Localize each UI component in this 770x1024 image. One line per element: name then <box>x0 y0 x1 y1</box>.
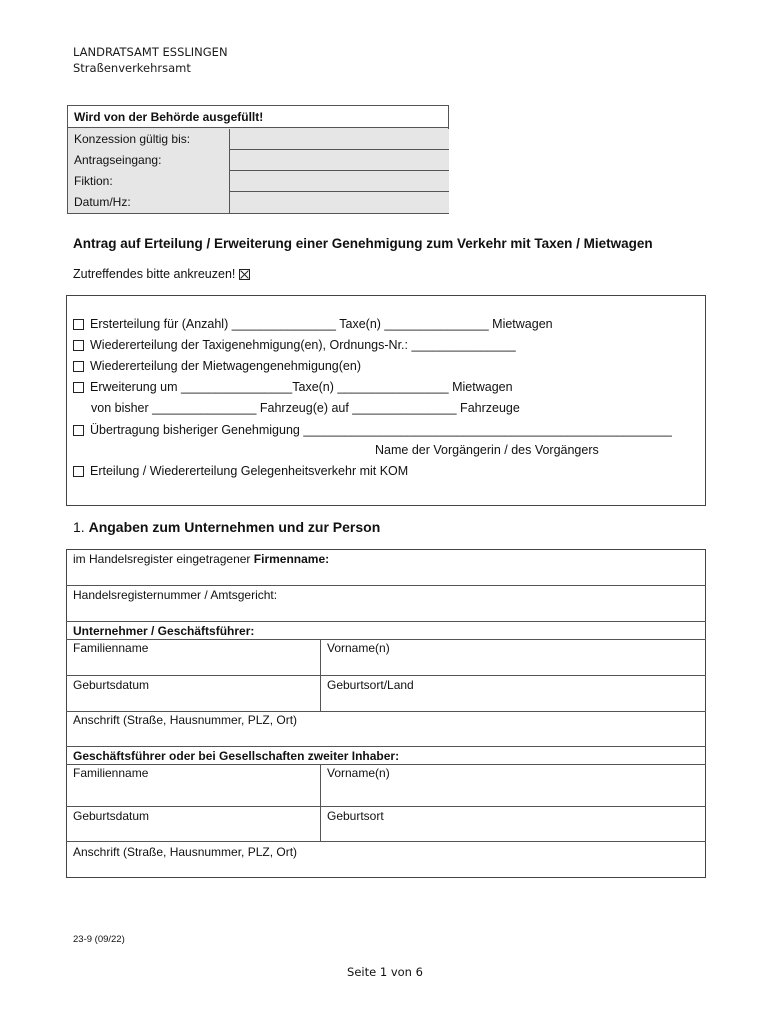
fiction-label: Fiktion: <box>74 174 113 188</box>
surname-label: Familienname <box>73 641 149 655</box>
checkbox-reissue-rental[interactable] <box>73 361 84 372</box>
address-label: Anschrift (Straße, Hausnummer, PLZ, Ort) <box>73 713 298 727</box>
company-name-prefix: im Handelsregister eingetragener <box>73 552 251 566</box>
option-bus-service-text: Erteilung / Wiedererteilung Gelegenheitsverkehr mit KOM <box>90 464 409 478</box>
checkbox-bus-service[interactable] <box>73 466 84 477</box>
option-reissue-taxi <box>73 338 516 352</box>
fiction-field[interactable] <box>229 171 449 192</box>
owner-heading-text: Unternehmer / Geschäftsführer: <box>73 624 255 638</box>
date-initials-label: Datum/Hz: <box>74 195 131 209</box>
checkbox-extension[interactable] <box>73 382 84 393</box>
second-manager-heading <box>73 749 399 763</box>
option-transfer <box>73 423 672 437</box>
option-reissue-rental <box>73 359 361 373</box>
section-1-heading <box>73 519 380 535</box>
instruction-text: Zutreffendes bitte ankreuzen! <box>73 267 236 281</box>
date-initials-field[interactable] <box>229 192 449 213</box>
option-first-issue <box>73 317 553 331</box>
section-number: 1. <box>73 519 85 535</box>
birthplace2-label: Geburtsort <box>327 809 384 823</box>
address2-label: Anschrift (Straße, Hausnummer, PLZ, Ort) <box>73 845 298 859</box>
option-bus-service <box>73 464 408 478</box>
register-number-label: Handelsregisternummer / Amtsgericht: <box>73 588 278 602</box>
form-code: 23-9 (09/22) <box>73 934 125 945</box>
second-manager-heading-text: Geschäftsführer oder bei Gesellschaften zweiter Inhaber: <box>73 749 400 763</box>
authority-name: LANDRATSAMT ESSLINGEN <box>73 45 228 59</box>
license-valid-field[interactable] <box>229 129 449 150</box>
license-valid-label: Konzession gültig bis: <box>74 132 191 146</box>
application-received-label: Antragseingang: <box>74 153 162 167</box>
form-title: Antrag auf Erteilung / Erweiterung einer Genehmigung zum Verkehr mit Taxen / Mietwagen <box>73 236 653 251</box>
firstname-label: Vorname(n) <box>327 641 390 655</box>
authority-use-box <box>67 105 449 214</box>
office-name: Straßenverkehrsamt <box>73 61 191 75</box>
birthdate2-label: Geburtsdatum <box>73 809 150 823</box>
owner-heading <box>73 624 254 638</box>
page-number: Seite 1 von 6 <box>347 965 423 979</box>
option-extension <box>73 380 513 394</box>
option-reissue-rental-text: Wiedererteilung der Mietwagengenehmigung(en) <box>90 359 361 373</box>
option-first-issue-text: Ersterteilung für (Anzahl) _______________ Taxe(n) _______________ Mietwagen <box>90 317 553 331</box>
checkbox-reissue-taxi[interactable] <box>73 340 84 351</box>
predecessor-caption: Name der Vorgängerin / des Vorgängers <box>375 443 599 457</box>
firstname2-label: Vorname(n) <box>327 766 390 780</box>
option-reissue-taxi-text: Wiedererteilung der Taxigenehmigung(en), Ordnungs-Nr.: _______________ <box>90 338 516 352</box>
option-extension-text: Erweiterung um ________________Taxe(n) ________________ Mietwagen <box>90 380 513 394</box>
company-name-label <box>73 552 329 566</box>
instruction-hint <box>73 267 250 281</box>
authority-box-title: Wird von der Behörde ausgefüllt! <box>68 106 448 128</box>
option-extension-detail: von bisher _______________ Fahrzeug(e) auf _______________ Fahrzeuge <box>91 401 520 415</box>
checkbox-transfer[interactable] <box>73 425 84 436</box>
company-name-bold: Firmenname: <box>253 552 330 566</box>
crossed-checkbox-icon <box>239 269 250 280</box>
birthplace-country-label: Geburtsort/Land <box>327 678 414 692</box>
option-transfer-text: Übertragung bisheriger Genehmigung _____________________________________________________ <box>90 423 672 437</box>
application-received-field[interactable] <box>229 150 449 171</box>
checkbox-first-issue[interactable] <box>73 319 84 330</box>
birthdate-label: Geburtsdatum <box>73 678 150 692</box>
surname2-label: Familienname <box>73 766 149 780</box>
section-title: Angaben zum Unternehmen und zur Person <box>88 519 381 535</box>
